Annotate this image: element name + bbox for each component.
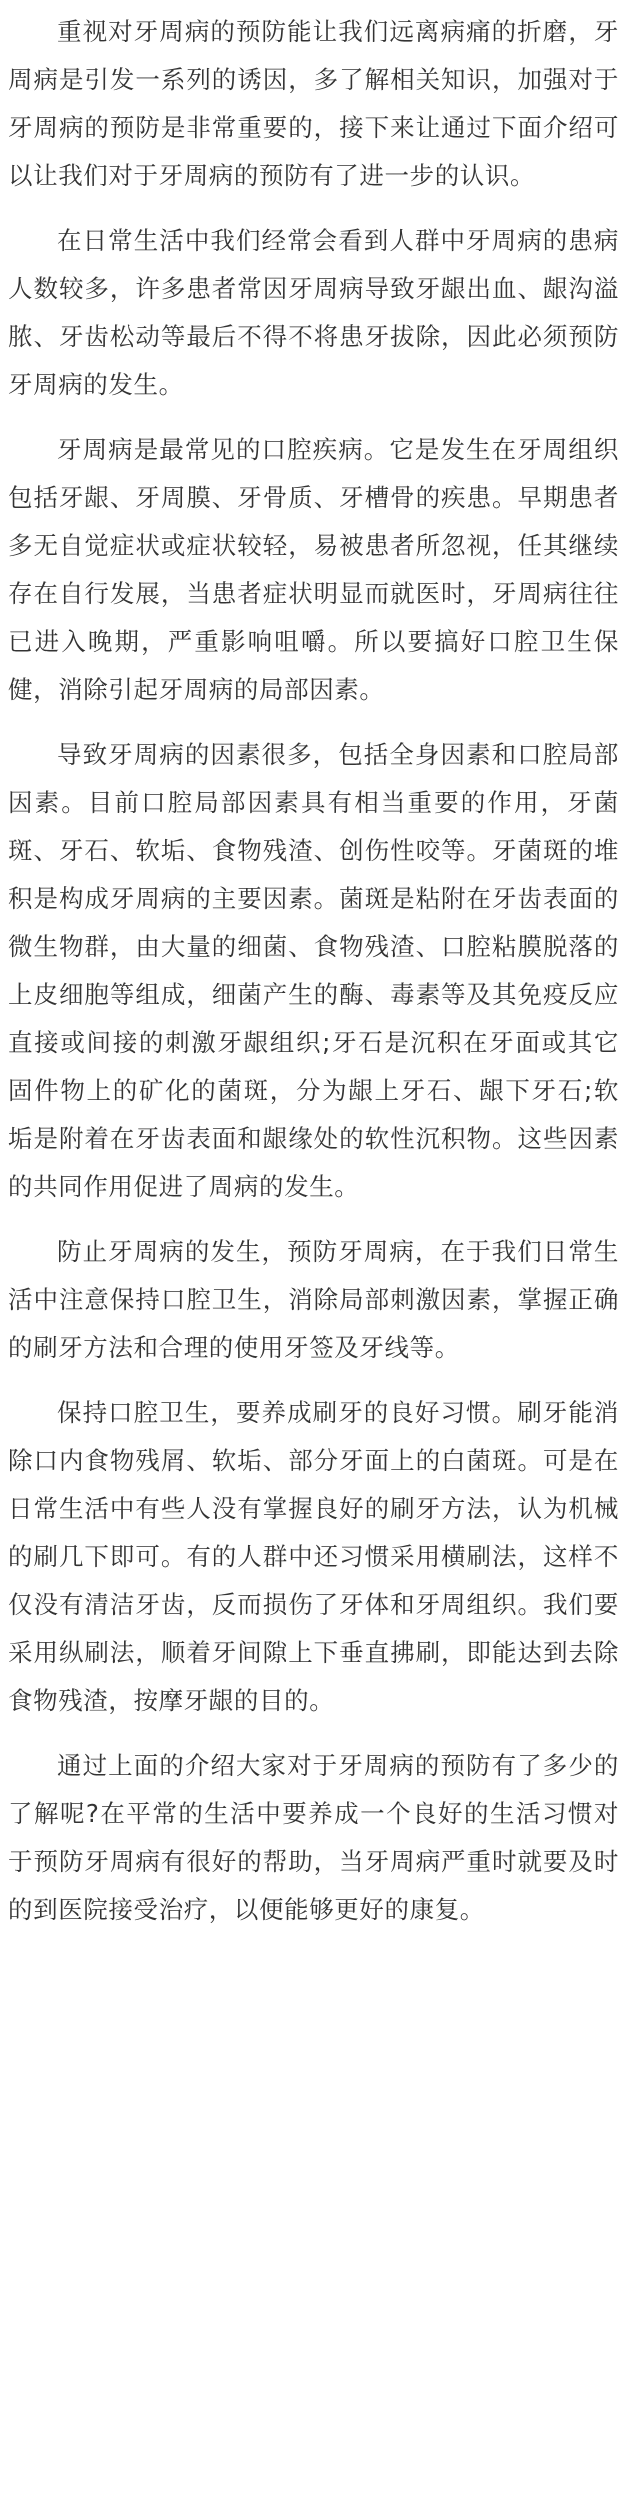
paragraph-prevalence: 在日常生活中我们经常会看到人群中牙周病的患病人数较多，许多患者常因牙周病导致牙龈出血、龈沟溢脓、牙齿松动等最后不得不将患牙拔除，因此必须预防牙周病的发生。	[8, 226, 619, 399]
paragraph-intro: 重视对牙周病的预防能让我们远离病痛的折磨，牙周病是引发一系列的诱因，多了解相关知识，加强对于牙周病的预防是非常重要的，接下来让通过下面介绍可以让我们对于牙周病的预防有了进一步的认识。	[8, 17, 619, 190]
paragraph-causes: 导致牙周病的因素很多，包括全身因素和口腔局部因素。目前口腔局部因素具有相当重要的作用，牙菌斑、牙石、软垢、食物残渣、创伤性咬等。牙菌斑的堆积是构成牙周病的主要因素。菌斑是粘附在牙齿表面的微生物群，由大量的细菌、食物残渣、口腔粘膜脱落的上皮细胞等组成，细菌产生的酶、毒素等及其免疫反应直接或间接的刺激牙龈组织;牙石是沉积在牙面或其它固件物上的矿化的菌斑，分为龈上牙石、龈下牙石;软垢是附着在牙齿表面和龈缘处的软性沉积物。这些因素的共同作用促进了周病的发生。	[8, 740, 619, 1201]
paragraph-brushing: 保持口腔卫生，要养成刷牙的良好习惯。刷牙能消除口内食物残屑、软垢、部分牙面上的白菌斑。可是在日常生活中有些人没有掌握良好的刷牙方法，认为机械的刷几下即可。有的人群中还习惯采用横刷法，这样不仅没有清洁牙齿，反而损伤了牙体和牙周组织。我们要采用纵刷法，顺着牙间隙上下垂直拂刷，即能达到去除食物残渣，按摩牙龈的目的。	[8, 1398, 619, 1715]
paragraph-conclusion: 通过上面的介绍大家对于牙周病的预防有了多少的了解呢?在平常的生活中要养成一个良好的生活习惯对于预防牙周病有很好的帮助，当牙周病严重时就要及时的到医院接受治疗，以便能够更好的康复。	[8, 1751, 619, 1924]
paragraph-prevention: 防止牙周病的发生，预防牙周病，在于我们日常生活中注意保持口腔卫生，消除局部刺激因素，掌握正确的刷牙方法和合理的使用牙签及牙线等。	[8, 1237, 619, 1362]
paragraph-definition: 牙周病是最常见的口腔疾病。它是发生在牙周组织包括牙龈、牙周膜、牙骨质、牙槽骨的疾患。早期患者多无自觉症状或症状较轻，易被患者所忽视，任其继续存在自行发展，当患者症状明显而就医时，牙周病往往已进入晚期，严重影响咀嚼。所以要搞好口腔卫生保健，消除引起牙周病的局部因素。	[8, 435, 619, 704]
